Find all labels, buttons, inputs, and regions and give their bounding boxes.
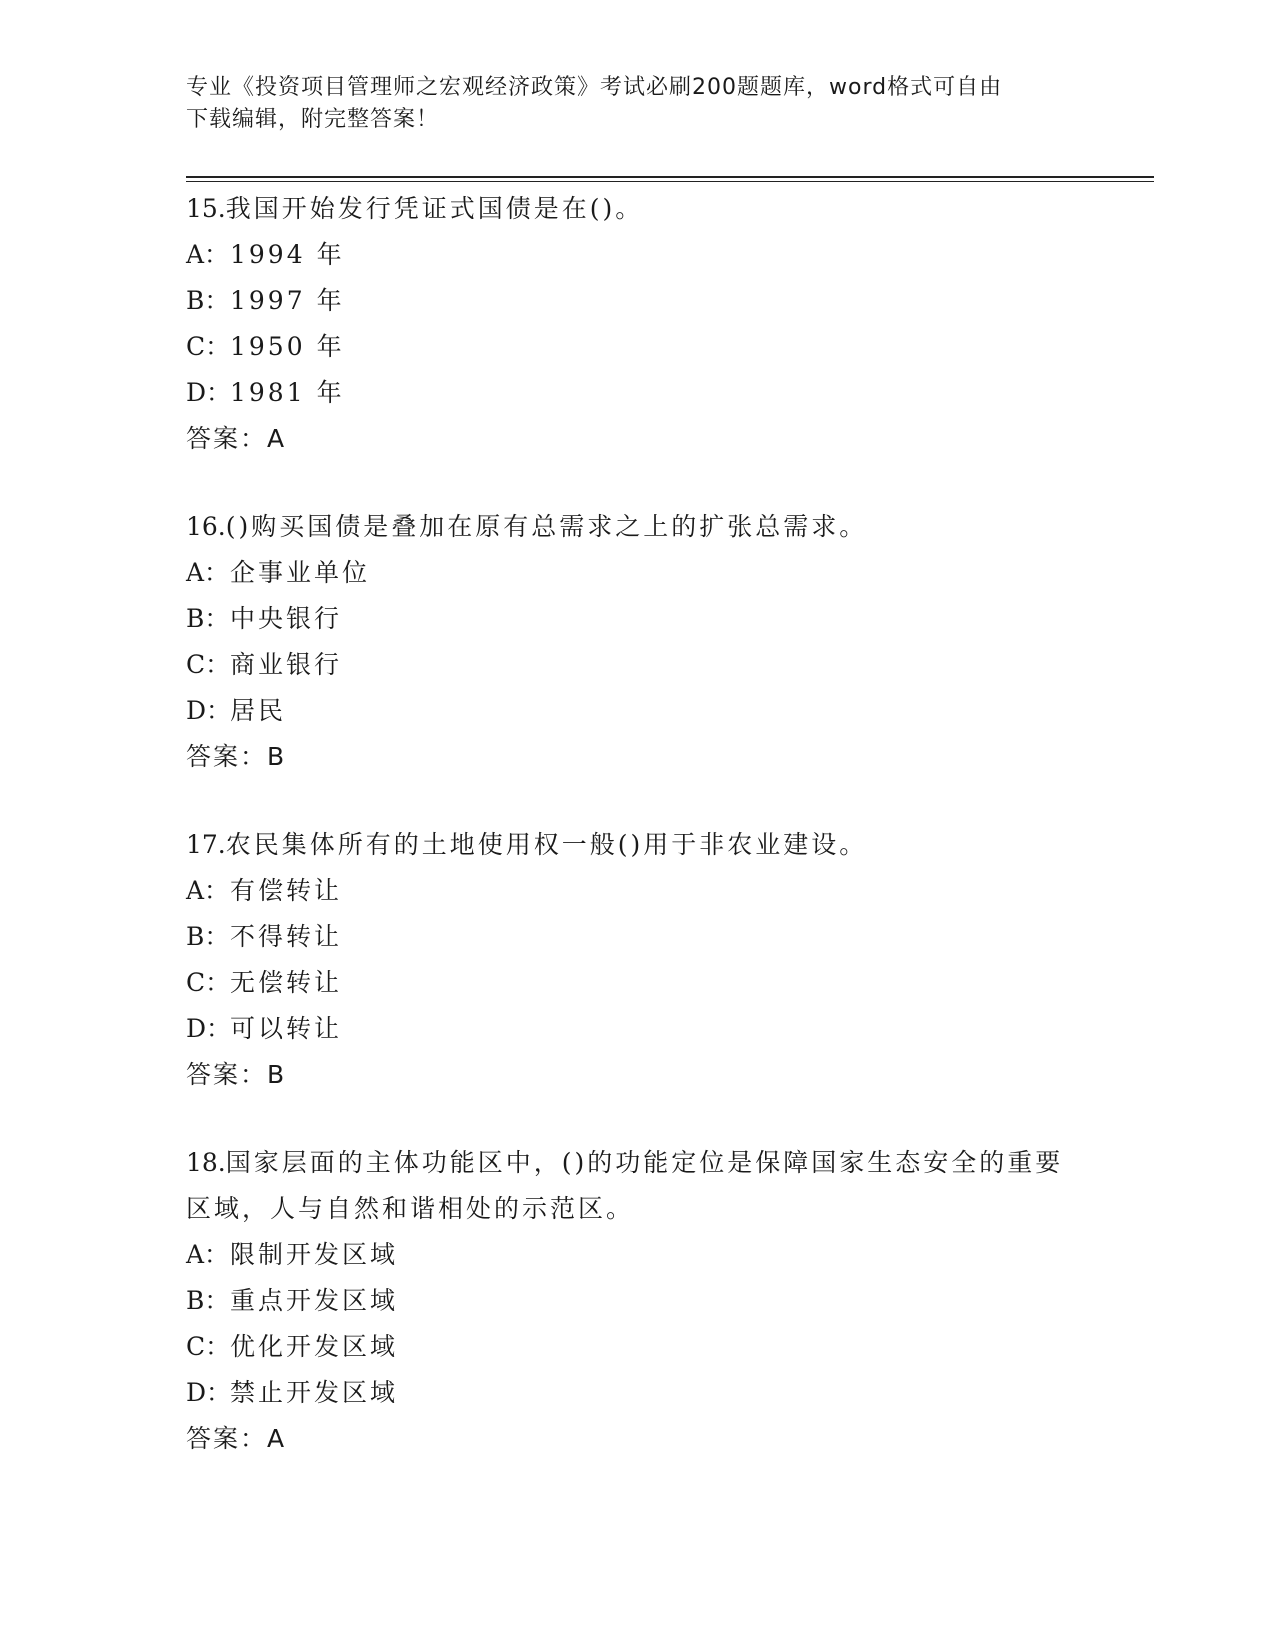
document-header — [186, 72, 1066, 136]
option-c — [186, 324, 1086, 370]
option-key: A： — [186, 558, 230, 587]
option-text: 限制开发区域 — [230, 1240, 399, 1269]
option-c — [186, 1324, 1086, 1370]
question-text: 国家层面的主体功能区中，()的功能定位是保障国家生态安全的重要区域，人与自然和谐相处的示范区。 — [186, 1148, 1064, 1223]
question-16 — [186, 504, 1086, 780]
question-number: 18. — [186, 1148, 226, 1177]
answer-line: 答案：B — [186, 1060, 287, 1089]
option-c — [186, 960, 1086, 1006]
option-a — [186, 868, 1086, 914]
header-divider — [186, 176, 1154, 182]
option-a — [186, 550, 1086, 596]
option-key: D： — [186, 1378, 232, 1407]
option-key: D： — [186, 1014, 232, 1043]
question-stem — [186, 1140, 1086, 1232]
question-text: ()购买国债是叠加在原有总需求之上的扩张总需求。 — [225, 512, 868, 541]
option-text: 无偿转让 — [230, 968, 343, 997]
option-d — [186, 1006, 1086, 1052]
option-key: A： — [186, 1240, 230, 1269]
option-key: C： — [186, 968, 231, 997]
option-d — [186, 688, 1086, 734]
answer-line: 答案：A — [186, 1424, 287, 1453]
option-text: 不得转让 — [230, 922, 343, 951]
option-key: C： — [186, 1332, 231, 1361]
option-c — [186, 642, 1086, 688]
option-text: 优化开发区域 — [230, 1332, 399, 1361]
option-key: A： — [186, 240, 230, 269]
question-17 — [186, 822, 1086, 1098]
question-number: 16. — [186, 512, 226, 541]
option-text: 商业银行 — [230, 650, 343, 679]
question-text: 我国开始发行凭证式国债是在()。 — [225, 194, 644, 223]
option-text: 重点开发区域 — [230, 1286, 399, 1315]
option-text: 可以转让 — [230, 1014, 343, 1043]
option-text: 1950 年 — [230, 332, 345, 361]
question-stem — [186, 822, 1086, 868]
option-key: C： — [186, 650, 231, 679]
question-text: 农民集体所有的土地使用权一般()用于非农业建设。 — [225, 830, 868, 859]
header-title-line-2: 下载编辑，附完整答案！ — [186, 107, 440, 132]
question-stem — [186, 504, 1086, 550]
option-key: B： — [186, 922, 230, 951]
question-stem — [186, 186, 1086, 232]
option-key: B： — [186, 286, 230, 315]
option-text: 企事业单位 — [230, 558, 371, 587]
question-number: 17. — [186, 830, 226, 859]
question-number: 15. — [186, 194, 226, 223]
option-d — [186, 1370, 1086, 1416]
option-text: 居民 — [230, 696, 287, 725]
question-18 — [186, 1140, 1086, 1462]
option-key: C： — [186, 332, 231, 361]
option-b — [186, 1278, 1086, 1324]
header-title-line-1: 专业《投资项目管理师之宏观经济政策》考试必刷200题题库，word格式可自由 — [186, 75, 1003, 100]
option-text: 禁止开发区域 — [230, 1378, 399, 1407]
option-text: 有偿转让 — [230, 876, 343, 905]
option-a — [186, 1232, 1086, 1278]
option-key: A： — [186, 876, 230, 905]
option-text: 1997 年 — [230, 286, 345, 315]
question-list — [186, 186, 1086, 1504]
option-a — [186, 232, 1086, 278]
option-key: D： — [186, 378, 232, 407]
option-b — [186, 914, 1086, 960]
option-text: 中央银行 — [230, 604, 343, 633]
option-key: B： — [186, 1286, 230, 1315]
option-key: B： — [186, 604, 230, 633]
option-b — [186, 596, 1086, 642]
option-text: 1981 年 — [230, 378, 345, 407]
option-b — [186, 278, 1086, 324]
question-15 — [186, 186, 1086, 462]
option-d — [186, 370, 1086, 416]
answer-line: 答案：A — [186, 424, 287, 453]
answer-line: 答案：B — [186, 742, 287, 771]
option-text: 1994 年 — [230, 240, 345, 269]
option-key: D： — [186, 696, 232, 725]
